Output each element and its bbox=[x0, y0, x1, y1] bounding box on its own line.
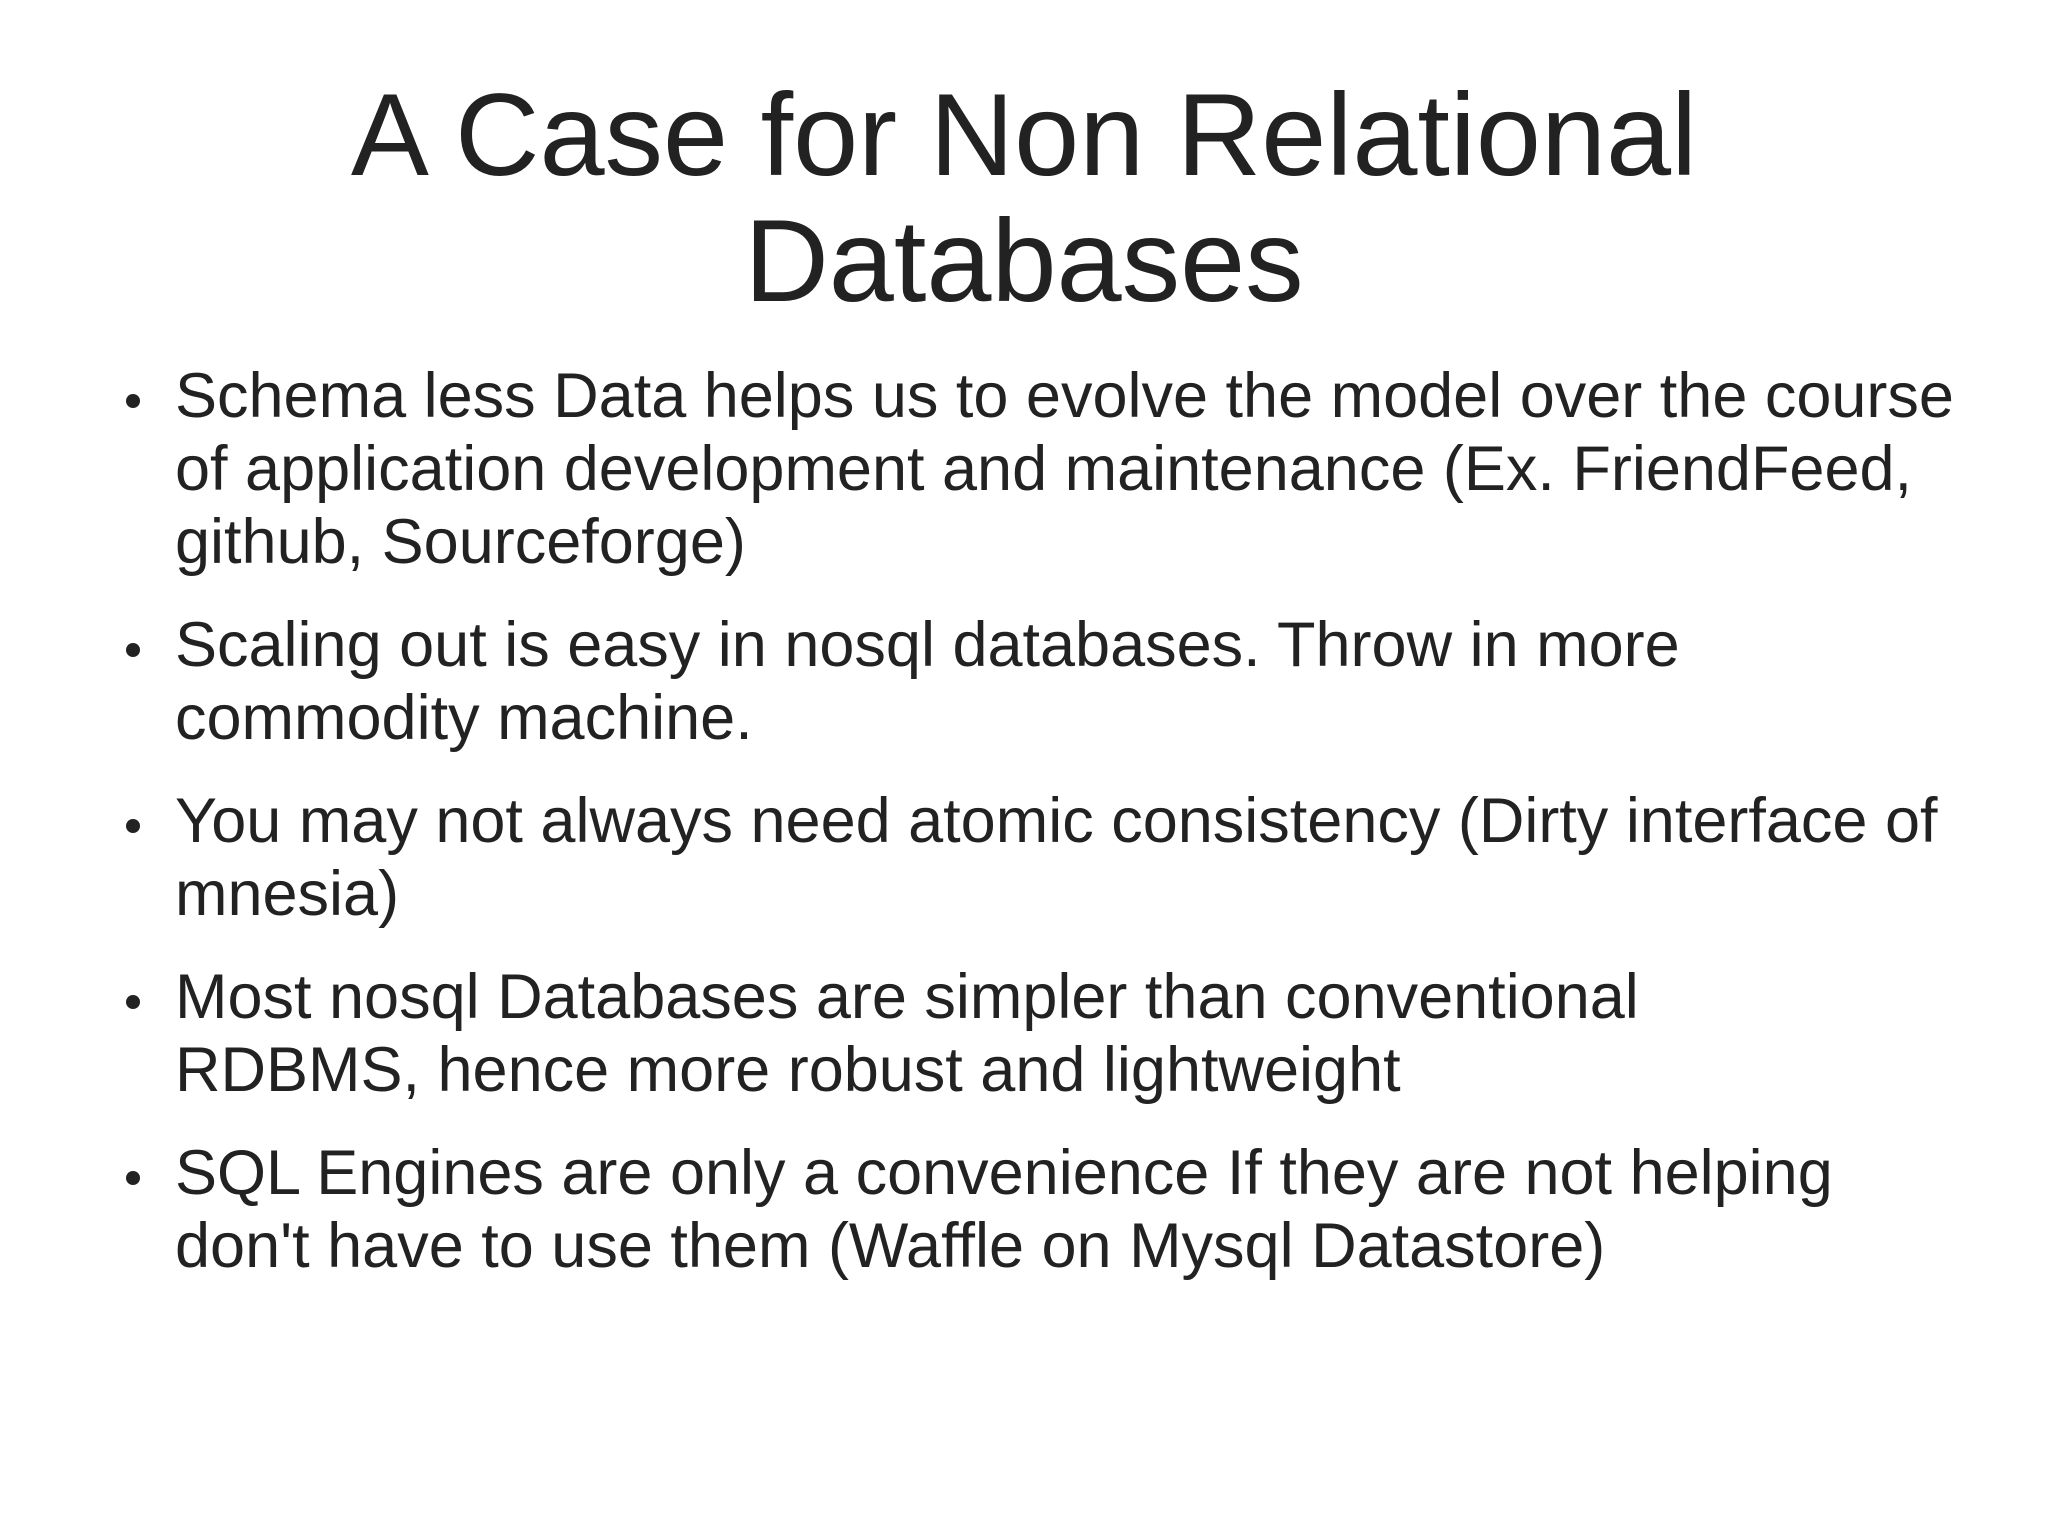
bullet-item bbox=[112, 609, 1992, 755]
bullet-item bbox=[112, 1137, 1992, 1283]
bullet-text: Scaling out is easy in nosql databases. Throw in more commodity machine. bbox=[175, 610, 1680, 753]
bullet-dot-icon bbox=[126, 819, 140, 833]
bullet-item bbox=[112, 785, 1992, 931]
slide-title-line-2: Databases bbox=[744, 195, 1304, 326]
bullet-list bbox=[112, 360, 1992, 1313]
bullet-dot-icon bbox=[126, 394, 140, 408]
bullet-text: Schema less Data helps us to evolve the model over the course of application development and maintenance (Ex. FriendFeed, github, Sourceforge) bbox=[175, 361, 1954, 577]
bullet-dot-icon bbox=[126, 995, 140, 1009]
bullet-text: You may not always need atomic consistency (Dirty interface of mnesia) bbox=[175, 786, 1938, 929]
slide-title-line-1: A Case for Non Relational bbox=[350, 69, 1698, 200]
bullet-dot-icon bbox=[126, 1171, 140, 1185]
bullet-item bbox=[112, 961, 1992, 1107]
bullet-text: SQL Engines are only a convenience If they are not helping don't have to use them (Waffle on Mysql Datastore) bbox=[175, 1138, 1833, 1281]
bullet-dot-icon bbox=[126, 643, 140, 657]
slide-title bbox=[0, 69, 2048, 326]
bullet-text: Most nosql Databases are simpler than conventional RDBMS, hence more robust and lightweight bbox=[175, 962, 1639, 1105]
bullet-item bbox=[112, 360, 1992, 579]
